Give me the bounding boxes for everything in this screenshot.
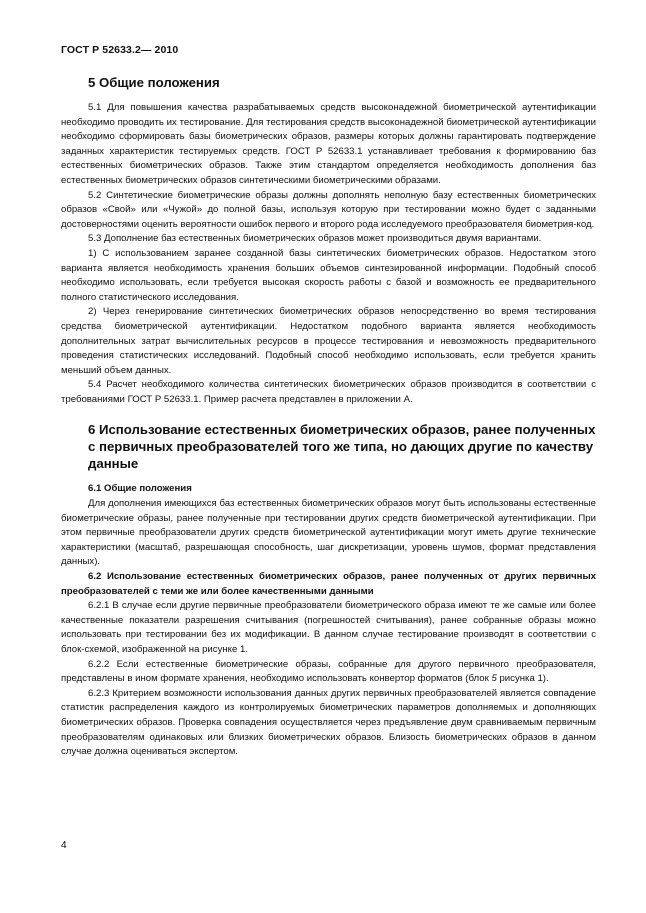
paragraph-5-4: 5.4 Расчет необходимого количества синтетических биометрических образов производится в соответствии с требованиями ГОСТ Р 52633.1. Пример расчета представлен в приложении А. [61,379,596,405]
paragraph-5-3: 5.3 Дополнение баз естественных биометрических образов может производиться двумя вариантами. [88,233,542,245]
paragraph-5-3-option-2: 2) Через генерирование синтетических биометрических образов непосредственно во время тестирования средства биометрической аутентификации. Недостатком подобного варианта является необходимость дополнительных затрат вычислительных ресурсов в процессе тестирования и невозможность предварительного проведения статистических исследований. Подобный способ необходимо использовать, если требуется хранить меньший объем данных. [61,306,596,376]
paragraph-6-2-3: 6.2.3 Критерием возможности использования данных других первичных преобразователей является совпадение статистик распределения каждого из контролируемых биометрических параметров дополняемых и дополняющих биометрических образов. Проверка совпадения осуществляется через предъявление двум сравниваемым первичным преобразователям одинаковых или близких биометрических образов. Близость биометрических образов в данном случае должна оцениваться экспертом. [61,687,596,758]
subsection-6-2-heading: 6.2 Использование естественных биометрических образов, ранее полученных от других первичных преобразователей с теми же или более качественными данными [61,571,596,597]
paragraph-6-2-2 [61,658,596,687]
paragraph-5-2: 5.2 Синтетические биометрические образы должны дополнять неполную базу естественных биометрических образов «Свой» или «Чужой» до полной базы, используя которую при тестировании можно будет с заданными достоверностями оценить вероятности ошибок первого и второго рода исследуемого преобразователя биометрия-код. [61,189,596,230]
section-6-heading: 6 Использование естественных биометрических образов, ранее полученных с первичных преобразователей того же типа, но дающих другие по качеству данные [88,422,596,472]
page-number: 4 [61,840,67,851]
paragraph-5-1: 5.1 Для повышения качества разрабатываемых средств высоконадежной биометрической аутентификации необходимо проводить их тестирование. Для тестирования средств высоконадежной биометрической аутентификации необходимо сформировать базы биометрических образов, размеры которых должны гарантировать подтверждение заданных характеристик тестируемых средств. ГОСТ Р 52633.1 устанавливает требования к формированию баз естественных биометрических образов. Также этим стандартом определяется необходимость дополнения баз естественных биометрических образов синтетическими биометрическими образами. [61,102,596,186]
paragraph-6-2-2-block-ref: 5 [491,673,497,685]
paragraph-6-2-2-text-b: рисунка 1). [496,673,549,685]
paragraph-6-2-1: 6.2.1 В случае если другие первичные преобразователи биометрического образа имеют те же самые или более качественные показатели разрешения считывания (погрешностей считывания), ранее собранные образы можно использовать при тестировании без их модификации. В данном случае тестирование производят в соответствии с блок-схемой, изображенной на рисунке 1. [61,600,596,655]
paragraph-5-3-option-1: 1) С использованием заранее созданной базы синтетических биометрических образов. Недостатком этого варианта является необходимость хранения больших объемов синтезированной информации. Подобный способ необходимо использовать, если требуется высокая скорость работы с базой и возможность ее предварительного полного статистического исследования. [61,247,596,303]
section-5-heading: 5 Общие положения [88,75,220,90]
subsection-6-1-heading: 6.1 Общие положения [88,483,192,495]
paragraph-6-1: Для дополнения имеющихся баз естественных биометрических образов могут быть использованы естественные биометрические образы, ранее полученные при тестировании других средств биометрической аутентификации. При этом первичные преобразователи других средств биометрической аутентификации могут иметь другие технические характеристики (масштаб, разрешающая способность, шаг дискретизации, уровень шумов, формат представления данных). [61,498,596,568]
document-header: ГОСТ Р 52633.2— 2010 [61,44,179,56]
document-body [61,74,596,760]
paragraph-6-2-2-text-a: 6.2.2 Если естественные биометрические образы, собранные для другого первичного преобразователя, представлены в ином формате хранения, необходимо использовать конвертор форматов (блок [61,658,596,685]
